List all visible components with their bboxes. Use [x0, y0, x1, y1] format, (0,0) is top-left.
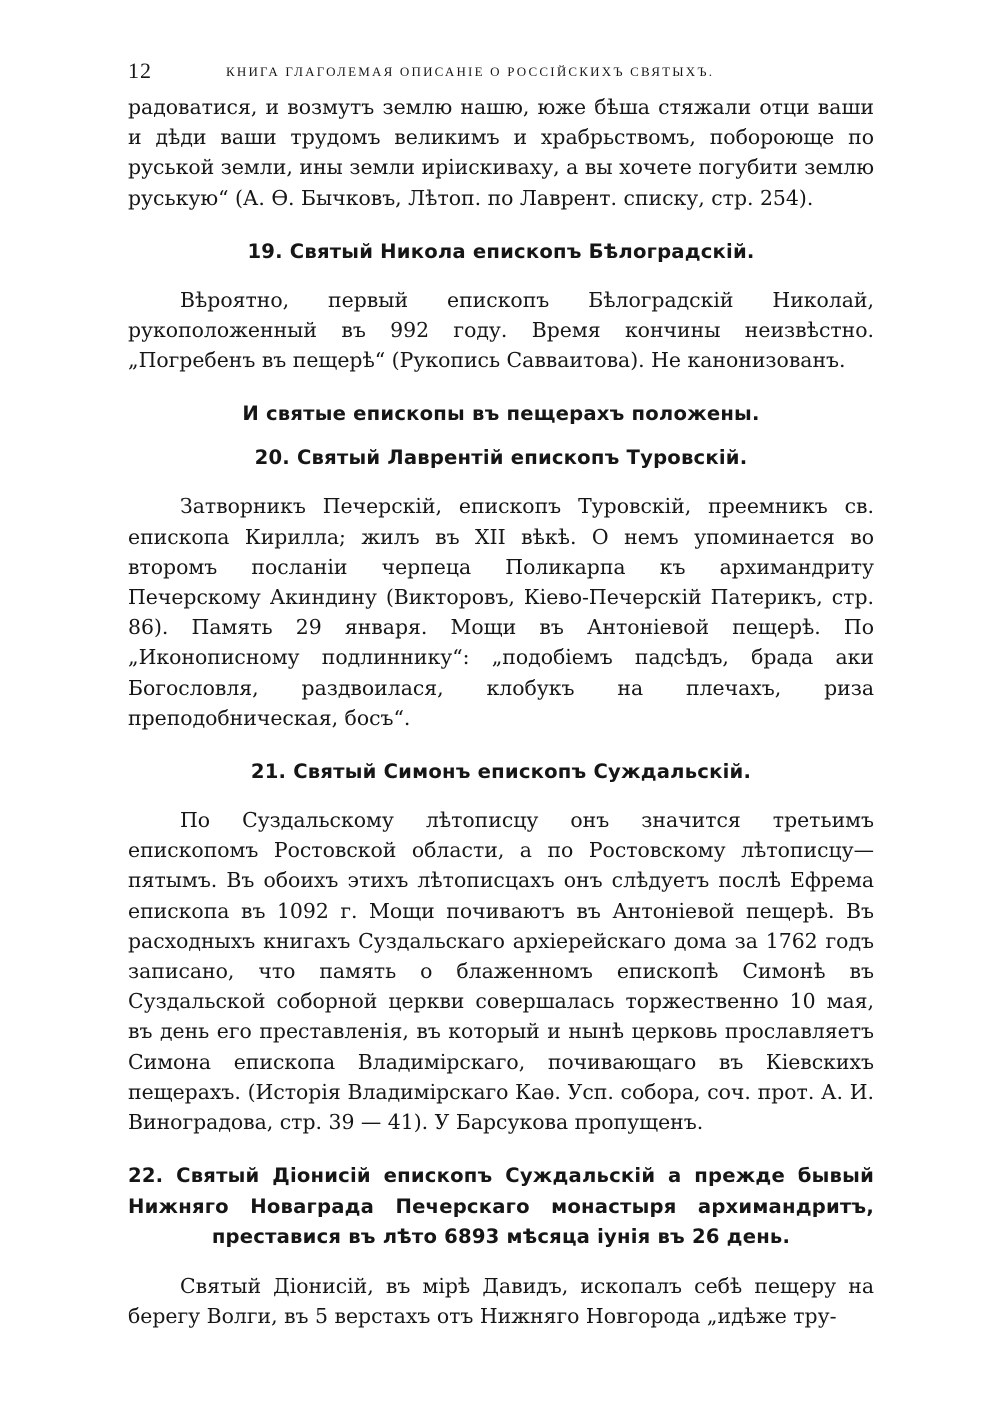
section-22-heading: 22. Святый Діонисій епископъ Суждальскій а прежде бывый Нижняго Новаграда Печерскаго монастыря архимандритъ, преставися въ лѣто 6893 мѣсяца іунія въ 26 день. — [128, 1164, 874, 1249]
running-head — [128, 58, 874, 92]
section-20-paragraph: Затворникъ Печерскій, епископъ Туровскій, преемникъ св. епископа Кирилла; жилъ въ XII вѣкѣ. О немъ упоминается во второмъ посланіи черпеца Поликарпа къ архимандриту Печерскому Акиндину (Викторовъ, Кіево-Печерскій Патерикъ, стр. 86). Память 29 января. Мощи въ Антоніевой пещерѣ. По „Иконописному подлиннику“: „подобіемъ падсѣдъ, брада аки Богословля, раздвоилася, клобукъ на плечахъ, риза преподобническая, босъ“. — [128, 494, 874, 730]
intro-paragraph: радоватися, и возмутъ землю нашю, юже бѣша стяжали отци ваши и дѣди ваши трудомъ великимъ и храбрьствомъ, побороюще по руськой земли, ины земли иріискиваху, а вы хочете погубити землю руськую“ (А. Ѳ. Бычковъ, Лѣтоп. по Лаврент. списку, стр. 254). — [128, 95, 874, 210]
document-page — [128, 58, 874, 1331]
section-21-paragraph: По Суздальскому лѣтописцу онъ значится третьимъ епископомъ Ростовской области, а по Ростовскому лѣтописцу—пятымъ. Въ обоихъ этихъ лѣтописцахъ онъ слѣдуетъ послѣ Ефрема епископа въ 1092 г. Мощи почиваютъ въ Антоніевой пещерѣ. Въ расходныхъ книгахъ Суздальскаго архіерейскаго дома за 1762 годъ записано, что память о блаженномъ епископѣ Симонѣ въ Суздальской соборной церкви совершалась торжественно 10 мая, въ день его преставленія, въ который и нынѣ церковь прославляетъ Симона епископа Владимірскаго, почивающаго въ Кіевскихъ пещерахъ. (Исторія Владимірскаго Каѳ. Усп. собора, соч. прот. А. И. Виноградова, стр. 39 — 41). У Барсукова пропущенъ. — [128, 808, 874, 1135]
page-number: 12 — [128, 58, 152, 83]
section-22-paragraph: Святый Діонисій, въ мірѣ Давидъ, ископалъ себѣ пещеру на берегу Волги, въ 5 верстахъ отъ Нижняго Новгорода „идѣже тру- — [128, 1273, 874, 1328]
running-title: КНИГА ГЛАГОЛЕМАЯ ОПИСАНІЕ О РОССІЙСКИХЪ СВЯТЫХЪ. — [226, 64, 715, 79]
section-19-paragraph: Вѣроятно, первый епископъ Бѣлоградскій Николай, рукоположенный въ 992 году. Время кончины неизвѣстно. „Погребенъ въ пещерѣ“ (Рукопись Савваитова). Не канонизованъ. — [128, 287, 874, 373]
caves-subheading: И святые епископы въ пещерахъ положены. — [242, 402, 760, 426]
section-20-heading: 20. Святый Лаврентій епископъ Туровскій. — [254, 446, 748, 470]
section-21-heading: 21. Святый Симонъ епископъ Суждальскій. — [250, 760, 752, 784]
section-19-heading: 19. Святый Никола епископъ Бѣлоградскій. — [247, 239, 755, 263]
